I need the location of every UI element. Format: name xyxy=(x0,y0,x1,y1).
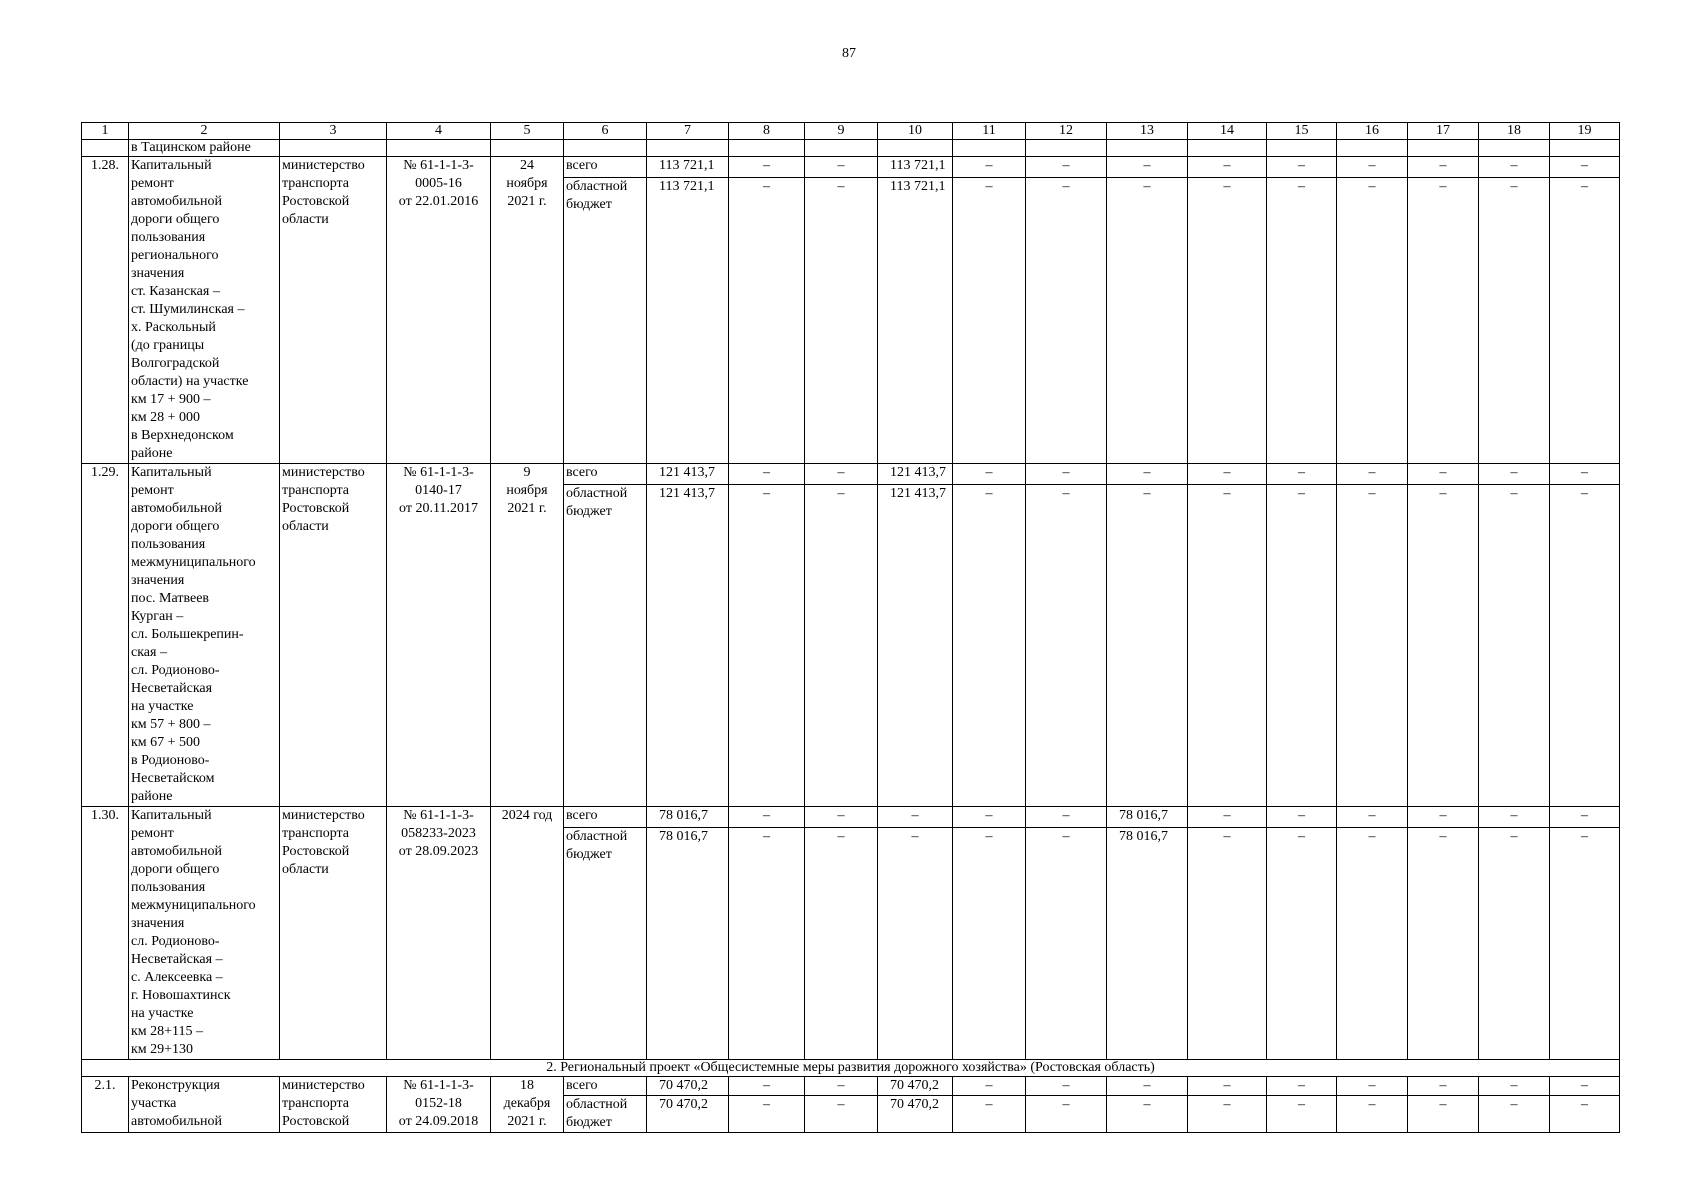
value-cell: – xyxy=(805,157,878,178)
value-cell: – xyxy=(805,1096,878,1133)
funding-source-total: всего xyxy=(564,807,647,828)
value-cell: 70 470,2 xyxy=(878,1096,953,1133)
value-cell: 121 413,7 xyxy=(878,484,953,806)
value-cell: 121 413,7 xyxy=(878,464,953,485)
value-cell: – xyxy=(1479,1096,1550,1133)
value-cell: 70 470,2 xyxy=(647,1096,729,1133)
header-cell: 11 xyxy=(953,123,1026,140)
value-cell: – xyxy=(1479,464,1550,485)
value-cell: – xyxy=(1188,1077,1267,1096)
item-document: № 61-1-1-3- 0140-17 от 20.11.2017 xyxy=(387,464,491,807)
value-cell: – xyxy=(1026,177,1107,463)
header-cell: 5 xyxy=(491,123,564,140)
value-cell: – xyxy=(1479,807,1550,828)
value-cell: – xyxy=(1107,1077,1188,1096)
header-cell: 16 xyxy=(1337,123,1408,140)
value-cell: – xyxy=(1337,157,1408,178)
value-cell: – xyxy=(1026,807,1107,828)
item-name: Капитальный ремонт автомобильной дороги общего пользования межмуниципального значения сл. Родионово- Несветайская – с. Алексеевка – г. Новошахтинск на участке км 28+115 – км 29+130 xyxy=(129,807,280,1060)
value-cell: – xyxy=(953,157,1026,178)
header-cell: 6 xyxy=(564,123,647,140)
value-cell: – xyxy=(1026,827,1107,1059)
value-cell: – xyxy=(1267,807,1337,828)
value-cell: – xyxy=(1188,484,1267,806)
header-cell: 4 xyxy=(387,123,491,140)
funding-source-budget: областной бюджет xyxy=(564,1096,647,1133)
value-cell: – xyxy=(1267,157,1337,178)
item-executor: министерство транспорта Ростовской области xyxy=(280,807,387,1060)
value-cell: – xyxy=(1479,827,1550,1059)
budget-table xyxy=(81,122,1620,1133)
value-cell: – xyxy=(1188,157,1267,178)
record-row xyxy=(82,807,1620,828)
header-cell: 8 xyxy=(729,123,805,140)
header-cell: 14 xyxy=(1188,123,1267,140)
item-executor: министерство транспорта Ростовской области xyxy=(280,464,387,807)
value-cell: – xyxy=(1337,177,1408,463)
header-cell: 15 xyxy=(1267,123,1337,140)
item-name: Реконструкция участка автомобильной xyxy=(129,1077,280,1133)
header-cell: 10 xyxy=(878,123,953,140)
value-cell: – xyxy=(1188,464,1267,485)
value-cell: – xyxy=(1550,807,1620,828)
item-document: № 61-1-1-3- 0152-18 от 24.09.2018 xyxy=(387,1077,491,1133)
value-cell: – xyxy=(805,807,878,828)
value-cell: – xyxy=(1550,177,1620,463)
value-cell: – xyxy=(805,827,878,1059)
value-cell: – xyxy=(1188,807,1267,828)
value-cell: – xyxy=(1026,464,1107,485)
value-cell: – xyxy=(1408,464,1479,485)
value-cell: – xyxy=(1550,827,1620,1059)
value-cell: – xyxy=(1550,157,1620,178)
header-cell: 9 xyxy=(805,123,878,140)
column-number-row xyxy=(82,123,1620,140)
funding-source-total: всего xyxy=(564,157,647,178)
value-cell: – xyxy=(1267,827,1337,1059)
item-number: 2.1. xyxy=(82,1077,129,1133)
value-cell: – xyxy=(1188,177,1267,463)
item-number: 1.28. xyxy=(82,157,129,464)
value-cell: 78 016,7 xyxy=(1107,807,1188,828)
value-cell: – xyxy=(1408,807,1479,828)
value-cell: – xyxy=(805,1077,878,1096)
value-cell: – xyxy=(953,484,1026,806)
value-cell: – xyxy=(1550,1096,1620,1133)
value-cell: – xyxy=(878,827,953,1059)
value-cell: – xyxy=(805,177,878,463)
value-cell: – xyxy=(729,1077,805,1096)
value-cell: – xyxy=(729,1096,805,1133)
value-cell: – xyxy=(1408,177,1479,463)
continuation-row xyxy=(82,140,1620,157)
item-date: 2024 год xyxy=(491,807,564,1060)
header-cell: 19 xyxy=(1550,123,1620,140)
value-cell: – xyxy=(1337,1096,1408,1133)
header-cell: 17 xyxy=(1408,123,1479,140)
value-cell: – xyxy=(878,807,953,828)
header-cell: 7 xyxy=(647,123,729,140)
item-date: 18 декабря 2021 г. xyxy=(491,1077,564,1133)
continuation-text: в Тацинском районе xyxy=(129,140,280,157)
value-cell: – xyxy=(1267,464,1337,485)
header-cell: 18 xyxy=(1479,123,1550,140)
value-cell: – xyxy=(953,1077,1026,1096)
value-cell: – xyxy=(1408,484,1479,806)
value-cell: – xyxy=(1408,827,1479,1059)
value-cell: 113 721,1 xyxy=(878,157,953,178)
value-cell: – xyxy=(953,464,1026,485)
item-number: 1.30. xyxy=(82,807,129,1060)
value-cell: – xyxy=(1337,1077,1408,1096)
value-cell: – xyxy=(729,157,805,178)
value-cell: – xyxy=(1550,484,1620,806)
item-date: 9 ноября 2021 г. xyxy=(491,464,564,807)
header-cell: 2 xyxy=(129,123,280,140)
value-cell: 113 721,1 xyxy=(647,157,729,178)
value-cell: – xyxy=(805,484,878,806)
value-cell: – xyxy=(1188,1096,1267,1133)
value-cell: – xyxy=(953,827,1026,1059)
value-cell: – xyxy=(1337,484,1408,806)
value-cell: – xyxy=(1188,827,1267,1059)
section-title: 2. Региональный проект «Общесистемные меры развития дорожного хозяйства» (Ростовская область) xyxy=(82,1060,1620,1077)
value-cell: – xyxy=(1337,807,1408,828)
value-cell: – xyxy=(1408,1096,1479,1133)
value-cell: 113 721,1 xyxy=(878,177,953,463)
value-cell: – xyxy=(1267,177,1337,463)
value-cell: – xyxy=(1337,827,1408,1059)
funding-source-total: всего xyxy=(564,1077,647,1096)
value-cell: – xyxy=(729,827,805,1059)
value-cell: – xyxy=(729,807,805,828)
value-cell: – xyxy=(1107,1096,1188,1133)
value-cell: – xyxy=(1408,157,1479,178)
item-document: № 61-1-1-3- 058233-2023 от 28.09.2023 xyxy=(387,807,491,1060)
value-cell: 113 721,1 xyxy=(647,177,729,463)
value-cell: – xyxy=(1479,484,1550,806)
value-cell: – xyxy=(1026,157,1107,178)
value-cell: – xyxy=(729,484,805,806)
value-cell: – xyxy=(1479,177,1550,463)
value-cell: – xyxy=(953,807,1026,828)
header-cell: 13 xyxy=(1107,123,1188,140)
value-cell: – xyxy=(953,177,1026,463)
funding-source-budget: областной бюджет xyxy=(564,827,647,1059)
item-name: Капитальный ремонт автомобильной дороги общего пользования межмуниципального значения пос. Матвеев Курган – сл. Большекрепин- ская – сл. Родионово- Несветайская на участке км 57 + 800 – км 67 + 500 в Родионово- Несветайском районе xyxy=(129,464,280,807)
value-cell: – xyxy=(1026,484,1107,806)
item-name: Капитальный ремонт автомобильной дороги общего пользования регионального значения ст. Казанская – ст. Шумилинская – х. Раскольный (до границы Волгоградской области) на участке км 17 + 900 – км 28 + 000 в Верхнедонском районе xyxy=(129,157,280,464)
header-cell: 12 xyxy=(1026,123,1107,140)
value-cell: – xyxy=(1107,177,1188,463)
item-number: 1.29. xyxy=(82,464,129,807)
value-cell: – xyxy=(1550,1077,1620,1096)
item-executor: министерство транспорта Ростовской области xyxy=(280,157,387,464)
value-cell: 70 470,2 xyxy=(647,1077,729,1096)
item-date: 24 ноября 2021 г. xyxy=(491,157,564,464)
page-number: 87 xyxy=(842,46,856,61)
value-cell: – xyxy=(1408,1077,1479,1096)
value-cell: 121 413,7 xyxy=(647,484,729,806)
funding-source-budget: областной бюджет xyxy=(564,484,647,806)
value-cell: 121 413,7 xyxy=(647,464,729,485)
record-row xyxy=(82,157,1620,178)
record-row xyxy=(82,1077,1620,1096)
value-cell: – xyxy=(1550,464,1620,485)
header-cell: 3 xyxy=(280,123,387,140)
funding-source-budget: областной бюджет xyxy=(564,177,647,463)
value-cell: – xyxy=(805,464,878,485)
value-cell: – xyxy=(729,464,805,485)
value-cell: – xyxy=(1267,1096,1337,1133)
section-row xyxy=(82,1060,1620,1077)
value-cell: – xyxy=(1026,1096,1107,1133)
value-cell: 78 016,7 xyxy=(647,827,729,1059)
value-cell: – xyxy=(1107,157,1188,178)
value-cell: 78 016,7 xyxy=(1107,827,1188,1059)
value-cell: – xyxy=(729,177,805,463)
funding-source-total: всего xyxy=(564,464,647,485)
value-cell: – xyxy=(953,1096,1026,1133)
header-cell: 1 xyxy=(82,123,129,140)
item-document: № 61-1-1-3- 0005-16 от 22.01.2016 xyxy=(387,157,491,464)
value-cell: – xyxy=(1107,464,1188,485)
value-cell: – xyxy=(1267,1077,1337,1096)
value-cell: – xyxy=(1107,484,1188,806)
value-cell: – xyxy=(1479,1077,1550,1096)
record-row xyxy=(82,464,1620,485)
value-cell: – xyxy=(1337,464,1408,485)
value-cell: – xyxy=(1479,157,1550,178)
value-cell: 78 016,7 xyxy=(647,807,729,828)
value-cell: – xyxy=(1267,484,1337,806)
item-executor: министерство транспорта Ростовской xyxy=(280,1077,387,1133)
value-cell: 70 470,2 xyxy=(878,1077,953,1096)
value-cell: – xyxy=(1026,1077,1107,1096)
